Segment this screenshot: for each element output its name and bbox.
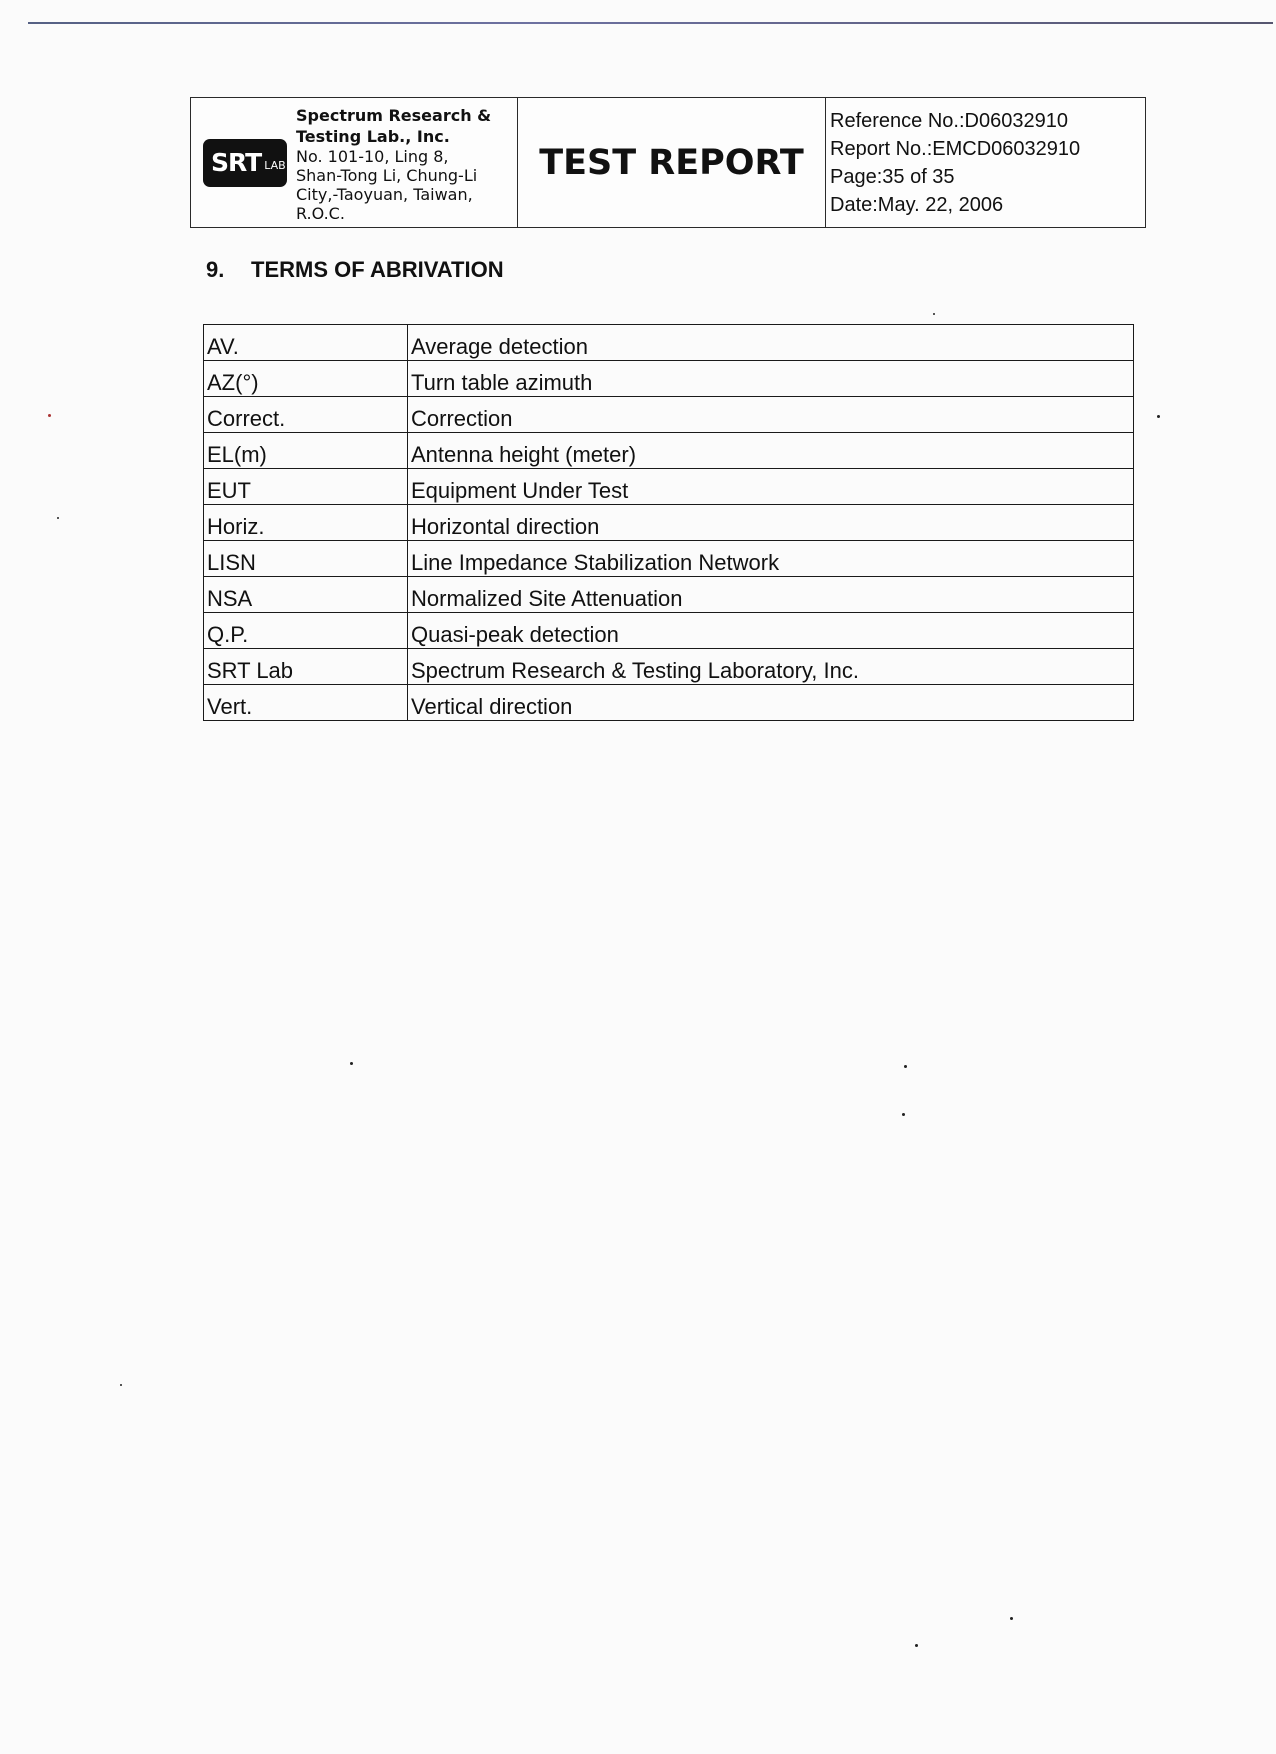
address-line2: Shan-Tong Li, Chung-Li <box>296 165 478 185</box>
abbreviation-cell: Vert. <box>204 685 408 721</box>
report-meta <box>826 98 1145 227</box>
logo-text: SRT <box>211 148 262 177</box>
scan-edge-line <box>28 22 1273 24</box>
meaning-cell: Equipment Under Test <box>408 469 1134 505</box>
company-info <box>296 105 491 223</box>
table-row <box>204 397 1134 433</box>
scan-speck <box>902 1113 905 1116</box>
page-number: Page:35 of 35 <box>830 166 955 188</box>
address-line1: No. 101-10, Ling 8, <box>296 146 449 166</box>
abbreviation-cell: SRT Lab <box>204 649 408 685</box>
report-number: Report No.:EMCD06032910 <box>830 138 1081 160</box>
meaning-cell: Spectrum Research & Testing Laboratory, Inc. <box>408 649 1134 685</box>
company-name-line2: Testing Lab., Inc. <box>296 126 450 146</box>
section-number: 9. <box>206 257 225 282</box>
abbreviation-cell: AV. <box>204 325 408 361</box>
scan-speck <box>1157 415 1160 418</box>
reference-number: Reference No.:D06032910 <box>830 110 1068 132</box>
address-line4: R.O.C. <box>296 203 345 223</box>
report-date: Date:May. 22, 2006 <box>830 194 1004 216</box>
abbreviation-cell: EUT <box>204 469 408 505</box>
company-name-line1: Spectrum Research & <box>296 105 492 125</box>
meaning-cell: Line Impedance Stabilization Network <box>408 541 1134 577</box>
table-row <box>204 505 1134 541</box>
abbreviation-cell: NSA <box>204 577 408 613</box>
meaning-cell: Turn table azimuth <box>408 361 1134 397</box>
table-row <box>204 649 1134 685</box>
table-row <box>204 541 1134 577</box>
abbreviation-table <box>203 324 1134 721</box>
scan-speck <box>904 1065 907 1068</box>
address-line3: City,-Taoyuan, Taiwan, <box>296 184 473 204</box>
scan-speck <box>350 1062 353 1065</box>
logo-subtext: LAB <box>264 159 286 172</box>
report-header <box>190 97 1146 228</box>
scan-speck <box>120 1384 122 1386</box>
scan-speck <box>1010 1617 1013 1620</box>
scan-speck <box>933 313 935 315</box>
table-row <box>204 577 1134 613</box>
table-row <box>204 469 1134 505</box>
table-row <box>204 325 1134 361</box>
abbreviation-cell: Horiz. <box>204 505 408 541</box>
scan-speck <box>915 1644 918 1647</box>
abbreviation-cell: AZ(°) <box>204 361 408 397</box>
section-title: TERMS OF ABRIVATION <box>251 257 504 282</box>
abbreviation-cell: Correct. <box>204 397 408 433</box>
table-row <box>204 613 1134 649</box>
srt-lab-logo <box>203 139 287 187</box>
scan-speck <box>57 517 59 519</box>
meaning-cell: Average detection <box>408 325 1134 361</box>
company-block <box>191 98 518 227</box>
abbreviation-cell: Q.P. <box>204 613 408 649</box>
table-row <box>204 361 1134 397</box>
table-row <box>204 433 1134 469</box>
abbreviation-cell: LISN <box>204 541 408 577</box>
report-title: TEST REPORT <box>518 98 826 227</box>
section-heading <box>206 257 504 283</box>
meaning-cell: Correction <box>408 397 1134 433</box>
meaning-cell: Horizontal direction <box>408 505 1134 541</box>
abbreviation-cell: EL(m) <box>204 433 408 469</box>
meaning-cell: Quasi-peak detection <box>408 613 1134 649</box>
meaning-cell: Normalized Site Attenuation <box>408 577 1134 613</box>
scan-speck <box>48 414 51 417</box>
table-row <box>204 685 1134 721</box>
meaning-cell: Vertical direction <box>408 685 1134 721</box>
meaning-cell: Antenna height (meter) <box>408 433 1134 469</box>
